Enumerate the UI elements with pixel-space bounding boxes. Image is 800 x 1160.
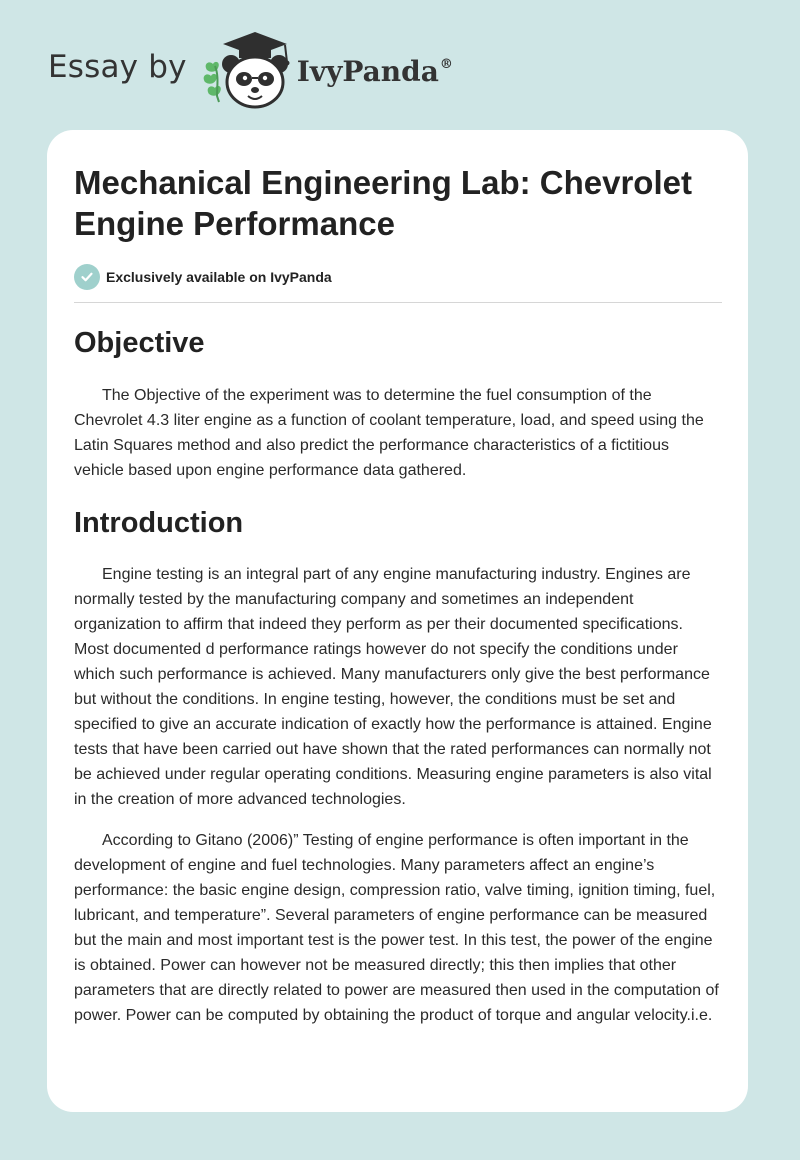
section-objective bbox=[74, 325, 722, 483]
section-heading: Objective bbox=[74, 327, 205, 359]
brand-name[interactable]: IvyPanda® bbox=[296, 54, 453, 88]
section-heading: Introduction bbox=[74, 507, 244, 539]
paragraph: Engine testing is an integral part of any engine manufacturing industry. Engines are normally tested by the manufacturing company and sometimes an independent organization to affirm that indeed they perform as per their documented specifications. Most documented d performance ratings however do not specify the conditions under which such performance is achieved. Many manufacturers only give the best performance but without the conditions. In engine testing, however, the conditions must be set and specified to give an accurate indication of exactly how the performance is attained. Engine tests that have been carried out have shown that the rated performances can normally not be achieved under regular operating conditions. Measuring engine parameters is also vital in the creation of more advanced technologies. bbox=[74, 566, 712, 808]
title-divider bbox=[74, 302, 722, 303]
check-circle-icon bbox=[74, 264, 100, 290]
page-title: Mechanical Engineering Lab: Chevrolet Engine Performance bbox=[74, 164, 692, 242]
badge-label: Exclusively available on IvyPanda bbox=[106, 269, 332, 285]
panda-graduate-icon[interactable] bbox=[201, 30, 293, 110]
site-header bbox=[48, 30, 453, 110]
exclusive-badge bbox=[74, 264, 722, 290]
paragraph: The Objective of the experiment was to determine the fuel consumption of the Chevrolet 4.3 liter engine as a function of coolant temperature, load, and speed using the Latin Squares method and also predict the performance characteristics of a fictitious vehicle based upon engine performance data gathered. bbox=[74, 387, 704, 479]
registered-mark: ® bbox=[439, 57, 453, 73]
section-introduction bbox=[74, 505, 722, 1028]
essay-by-label: Essay by bbox=[48, 49, 187, 85]
essay-card bbox=[47, 130, 748, 1112]
paragraph: According to Gitano (2006)” Testing of engine performance is often important in the development of engine and fuel technologies. Many parameters affect an engine’s performance: the basic engine design, compression ratio, valve timing, ignition timing, fuel, lubricant, and temperature”. Several parameters of engine performance can be measured but the main and most important test is the power test. In this test, the power of the engine is obtained. Power can however not be measured directly; this then implies that other parameters that are directly related to power are measured then used in the computation of power. Power can be computed by obtaining the product of torque and angular velocity.i.e. bbox=[74, 832, 719, 1024]
